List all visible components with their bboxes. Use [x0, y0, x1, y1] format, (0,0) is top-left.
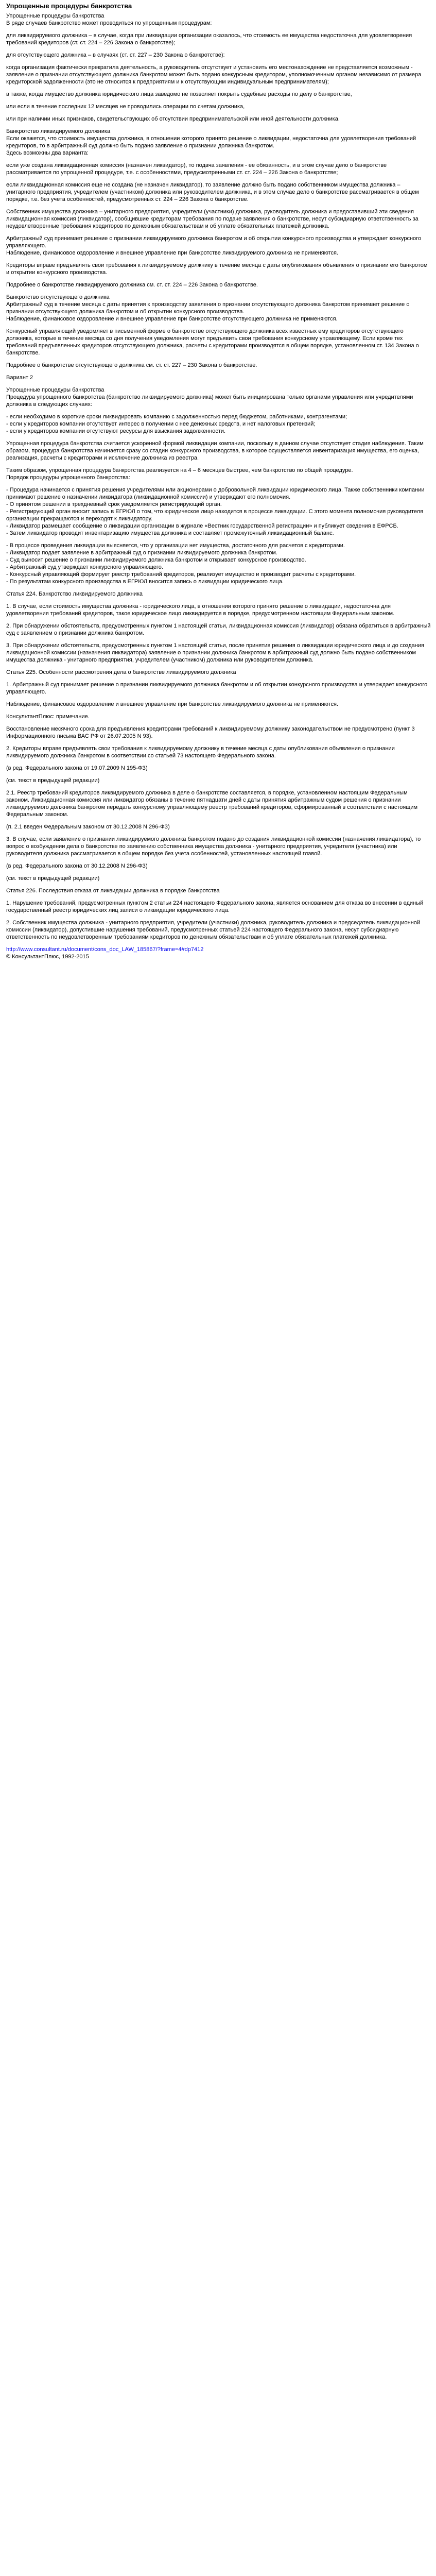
paragraph: 2. Собственник имущества должника - унитарного предприятия, учредители (участники) должника, руководитель должника и председатель ликвидационной комиссии (ликвидатор), допустившие нарушения требований, предусмотренных статьей 224 настоящего Федерального закона, несут субсидиарную ответственность по неудовлетворенным требованиям кредиторов по денежным обязательствам и об уплате обязательных платежей должника.	[6, 920, 422, 940]
source-link[interactable]: http://www.consultant.ru/document/cons_doc_LAW_185867/?frame=4#dp7412	[6, 946, 204, 953]
paragraph: КонсультантПлюс: примечание.	[6, 714, 90, 720]
paragraph: Банкротство отсутствующего должника Арбитражный суд в течение месяца с даты принятия к производству заявления о признании отсутствующего должника банкротом принимает решение о признании отсутствующего должника банкротом и об открытии конкурсного производства. Наблюдение, финансовое оздоровление и внешнее управление при банкротстве отсутствующего должника не применяются.	[6, 294, 410, 322]
paragraph: Собственник имущества должника – унитарного предприятия, учредители (участники) должника, руководитель должника и предоставивший эти сведения ликвидационная комиссия (ликвидатор), сообщившие кредиторам требования по подаче заявления о банкротстве, несут субсидиарную ответственность за неудовлетворенные требования кредиторов по денежным обязательствам и об уплате обязательных платежей должника.	[6, 209, 420, 229]
paragraph: Упрощенные процедуры банкротства В ряде случаев банкротство может проводиться по упрощенным процедурам:	[6, 13, 212, 26]
paragraph: Кредиторы вправе предъявлять свои требования к ликвидируемому должнику в течение месяца с даты опубликования объявления о признании его банкротом и открытии конкурсного производства.	[6, 262, 429, 276]
document-body	[6, 12, 431, 941]
paragraph: Вариант 2	[6, 375, 33, 381]
paragraph: когда организация фактически прекратила деятельность, а руководитель отсутствует и установить его местонахождение не представляется возможным - заявление о признании отсутствующего должника банкротом может быть подано конкурсным кредитором, уполномоченным органом независимо от размера кредиторской задолженности (это не относится к предприятиям и к отсутствующим индивидуальным предпринимателям);	[6, 64, 423, 85]
paragraph: Статья 224. Банкротство ликвидируемого должника	[6, 591, 143, 597]
paragraph: если уже создана ликвидационная комиссия (назначен ликвидатор), то подача заявления - ее обязанность, и в этом случае дело о банкротстве рассматривается по упрощенной процедуре, т.е. с особенностями, предусмотренными ст. ст. 224 – 226 Закона о банкротстве;	[6, 162, 389, 176]
paragraph: Таким образом, упрощенная процедура банкротства реализуется на 4 – 6 месяцев быстрее, чем банкротство по общей процедуре. Порядок процедуры упрощенного банкротства:	[6, 467, 353, 481]
paragraph: 1. Арбитражный суд принимает решение о признании ликвидируемого должника банкротом и об открытии конкурсного производства и утверждает конкурсного управляющего.	[6, 682, 429, 695]
paragraph: Банкротство ликвидируемого должника Если окажется, что стоимость имущества должника, в отношении которого принято решение о ликвидации, недостаточна для удовлетворения требований кредиторов, то в арбитражный суд должно быть подано заявление о признании должника банкротом. Здесь возможны два варианта:	[6, 128, 416, 156]
page-footer	[6, 946, 431, 960]
paragraph: Арбитражный суд принимает решение о признании ликвидируемого должника банкротом и об открытии конкурсного производства и утверждает конкурсного управляющего. Наблюдение, финансовое оздоровление и внешнее управление при банкротстве ликвидируемого должника не применяются.	[6, 235, 422, 256]
paragraph: Восстановление месячного срока для предъявления кредиторами требований к ликвидируемому должнику законодательством не предусмотрено (пункт 3 Информационного письма ВАС РФ от 26.07.2005 N 93).	[6, 726, 416, 739]
paragraph: в также, когда имущество должника юридического лица заведомо не позволяет покрыть судебные расходы по делу о банкротстве,	[6, 91, 352, 97]
paragraph: Статья 226. Последствия отказа от ликвидации должника в порядке банкротства	[6, 888, 220, 894]
paragraph: 2.1. Реестр требований кредиторов ликвидируемого должника в деле о банкротстве составляется, в порядке, установленном настоящим Федеральным законом. Ликвидационная комиссия или ликвидатор обязаны в течение пятнадцати дней с даты принятия арбитражным судом решения о признании ликвидируемого должника банкротом передать конкурсному управляющему реестр требований кредиторов, сформированный в соответствии с настоящим Федеральным законом.	[6, 790, 420, 818]
paragraph: Упрощенные процедуры банкротства Процедура упрощенного банкротства (банкротство ликвидируемого должника) может быть инициирована только органами управления или учредителями должника в следующих случаях:	[6, 387, 413, 408]
paragraph: - В процессе проведения ликвидации выясняется, что у организации нет имущества, достаточного для расчетов с кредиторами. - Ликвидатор подает заявление в арбитражный суд о признании ликвидируемого должника банкротом. - Суд выносит решение о признании ликвидируемого должника банкротом и открывает конкурсное производство. - Арбитражный суд утверждает конкурсного управляющего. - Конкурсный управляющий формирует реестр требований кредиторов, реализует имущество и производит расчеты с кредиторами. - По результатам конкурсного производства в ЕГРЮЛ вносится запись о ликвидации юридического лица.	[6, 543, 356, 585]
paragraph: 2. Кредиторы вправе предъявлять свои требования к ликвидируемому должнику в течение месяца с даты опубликования объявления о признании ликвидируемого должника банкротом в соответствии со статьей 73 настоящего Федерального закона.	[6, 745, 396, 759]
paragraph: Статья 225. Особенности рассмотрения дела о банкротстве ликвидируемого должника	[6, 669, 236, 675]
paragraph: (в ред. Федерального закона от 30.12.2008 N 296-ФЗ)	[6, 863, 148, 869]
paragraph: Упрощенная процедура банкротства считается ускоренной формой ликвидации компании, поскольку в данном случае отсутствует стадия наблюдения. Таким образом, процедура банкротства начинается сразу со стадии конкурсного производства, в которое осуществляется инвентаризация имущества, его оценка, реализация, расчеты с кредиторами и исключение должника из реестра.	[6, 440, 425, 461]
paragraph: или при наличии иных признаков, свидетельствующих об отсутствии предпринимательской или иной деятельности должника.	[6, 116, 340, 122]
paragraph: - Процедура начинается с принятия решения учредителями или акционерами о добровольной ликвидации юридического лица. Также собственники компании принимают решение о назначении ликвидатора (ликвидационной комиссии) и утверждают его полномочия. - О принятом решении в трехдневный срок уведомляется регистрирующий орган. - Регистрирующий орган вносит запись в ЕГРЮЛ о том, что юридическое лицо находится в процессе ликвидации. С этого момента полномочия руководителя организации прекращаются и переходят к ликвидатору. - Ликвидатор размещает сообщение о ликвидации организации в журнале «Вестник государственной регистрации» и публикует сведения в ЕФРСБ. - Затем ликвидатор проводит инвентаризацию имущества должника и составляет промежуточный ликвидационный баланс.	[6, 487, 425, 536]
paragraph: (см. текст в предыдущей редакции)	[6, 875, 100, 882]
paragraph: для отсутствующего должника – в случаях (ст. ст. 227 – 230 Закона о банкротстве):	[6, 52, 225, 58]
paragraph: 1. Нарушение требований, предусмотренных пунктом 2 статьи 224 настоящего Федерального закона, является основанием для отказа во внесении в единый государственный реестр юридических лиц записи о ликвидации юридического лица.	[6, 900, 425, 913]
paragraph: Наблюдение, финансовое оздоровление и внешнее управление при банкротстве ликвидируемого должника не применяются.	[6, 701, 339, 707]
paragraph: если ликвидационная комиссия еще не создана (не назначен ликвидатор), то заявление должно быть подано собственником имущества должника – унитарного предприятия, учредителем (участником) должника или руководителем должника, и в этом случае дело о банкротстве рассматривается в общем порядке, т.е. без учета особенностей, предусмотренных ст. 224 – 226 Закона о банкротстве.	[6, 182, 421, 202]
paragraph: (в ред. Федерального закона от 19.07.2009 N 195-ФЗ)	[6, 765, 148, 771]
paragraph: для ликвидируемого должника – в случае, когда при ликвидации организации оказалось, что стоимость ее имущества недостаточна для удовлетворения требований кредиторов (ст. ст. 224 – 226 Закона о банкротстве);	[6, 32, 414, 46]
paragraph: Подробнее о банкротстве ликвидируемого должника см. ст. ст. 224 – 226 Закона о банкротстве.	[6, 282, 258, 288]
paragraph: или если в течение последних 12 месяцев не проводились операции по счетам должника,	[6, 104, 245, 110]
paragraph: 3. При обнаружении обстоятельств, предусмотренных пунктом 1 настоящей статьи, после принятия решения о ликвидации юридического лица и до создания ликвидационной комиссии (назначения ликвидатора) заявление о признании должника банкротом в арбитражный суд должно быть подано собственником имущества должника - унитарного предприятия, учредителем (участником) должника или руководителем должника.	[6, 642, 426, 663]
paragraph: 3. В случае, если заявление о признании ликвидируемого должника банкротом подано до создания ликвидационной комиссии (назначения ликвидатора), то вопрос о возбуждении дела о банкротстве по заявлению собственника имущества должника - унитарного предприятия, учредителя (участника) или руководителя должника рассматривается в общем порядке без учета особенностей, установленных настоящей главой.	[6, 836, 423, 857]
paragraph: 1. В случае, если стоимость имущества должника - юридического лица, в отношении которого принято решение о ликвидации, недостаточна для удовлетворения требований кредиторов, такое юридическое лицо ликвидируется в порядке, предусмотренном настоящим Федеральным законом.	[6, 603, 395, 617]
paragraph: - если необходимо в короткие сроки ликвидировать компанию с задолженностью перед бюджетом, работниками, контрагентами; - если у кредиторов компании отсутствует интерес в получении с нее денежных средств, и нет налоговых претензий; - если у кредиторов компании отсутствуют ресурсы для взыскания задолженности.	[6, 414, 347, 434]
paragraph: Конкурсный управляющий уведомляет в письменной форме о банкротстве отсутствующего должника всех известных ему кредиторов отсутствующего должника, которые в течение месяца со дня получения уведомления могут предъявить свои требования конкурсному управляющему. Если кроме тех требований предъявленных кредиторов отсутствующего должника, расчеты с кредиторами производятся в общем порядке, установленном ст. 134 Закона о банкротстве.	[6, 328, 421, 356]
paragraph: 2. При обнаружении обстоятельств, предусмотренных пунктом 1 настоящей статьи, ликвидационная комиссия (ликвидатор) обязана обратиться в арбитражный суд с заявлением о признании должника банкротом.	[6, 623, 432, 636]
copyright-text: © КонсультантПлюс, 1992-2015	[6, 954, 89, 960]
page-title: Упрощенные процедуры банкротства	[6, 2, 132, 10]
paragraph: (см. текст в предыдущей редакции)	[6, 777, 100, 784]
paragraph: (п. 2.1 введен Федеральным законом от 30.12.2008 N 296-ФЗ)	[6, 824, 170, 830]
paragraph: Подробнее о банкротстве отсутствующего должника см. ст. ст. 227 – 230 Закона о банкротстве.	[6, 362, 257, 368]
